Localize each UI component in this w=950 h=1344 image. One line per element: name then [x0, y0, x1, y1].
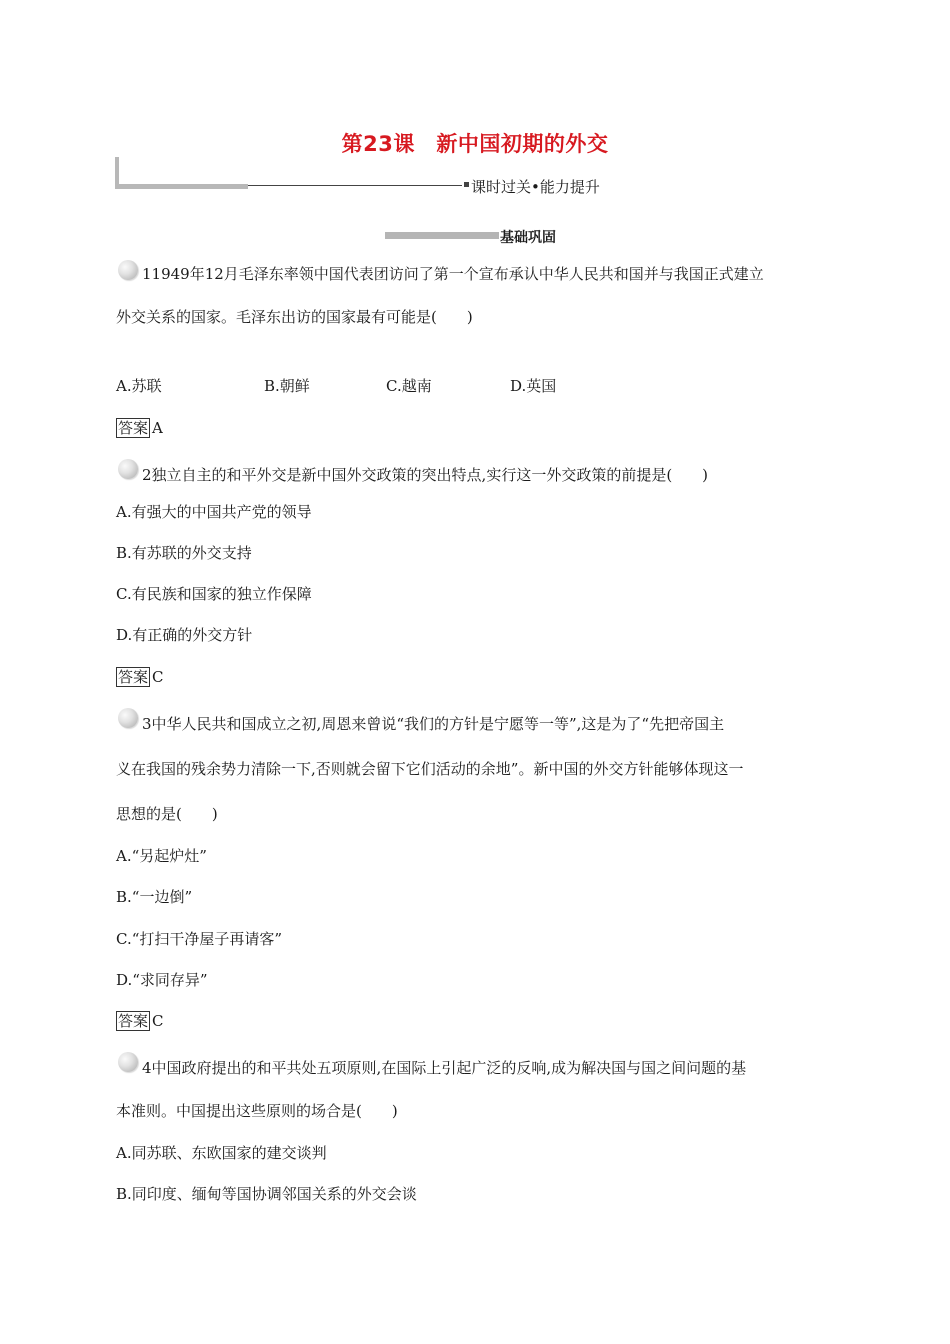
- header-rule-dot: [464, 182, 469, 187]
- q2-answer-value: C: [152, 668, 164, 686]
- q2-answer: [116, 667, 164, 687]
- header-bracket-bar: [115, 184, 248, 189]
- section-subtitle: 课时过关•能力提升: [471, 178, 600, 196]
- answer-tag: 答案: [118, 668, 149, 686]
- q2-option-a: A.有强大的中国共产党的领导: [116, 503, 312, 521]
- q3-line2: 义在我国的残余势力清除一下,否则就会留下它们活动的余地”。新中国的外交方针能够体现这一: [116, 760, 744, 778]
- q1-answer: [116, 418, 163, 438]
- answer-tag: 答案: [118, 1012, 149, 1030]
- question-bullet-icon: [118, 260, 138, 280]
- block-title: 基础巩固: [500, 230, 556, 246]
- q1-option-c: C.越南: [386, 377, 432, 395]
- q1-option-d: D.英国: [510, 377, 557, 395]
- q2-option-d: D.有正确的外交方针: [116, 626, 253, 644]
- page-title: 第23课 新中国初期的外交: [341, 132, 609, 156]
- q1-line2: 外交关系的国家。毛泽东出访的国家最有可能是( ): [116, 308, 473, 326]
- block-title-bar: [385, 232, 499, 239]
- q4-line1: 4中国政府提出的和平共处五项原则,在国际上引起广泛的反响,成为解决国与国之间问题的基: [142, 1059, 747, 1077]
- q2-option-b: B.有苏联的外交支持: [116, 544, 252, 562]
- answer-tag: 答案: [118, 419, 149, 437]
- q3-option-d: D.“求同存异”: [116, 971, 208, 989]
- q2-line1: 2独立自主的和平外交是新中国外交政策的突出特点,实行这一外交政策的前提是( ): [142, 466, 709, 484]
- q3-line3: 思想的是( ): [116, 805, 218, 823]
- question-bullet-icon: [118, 459, 138, 479]
- q4-option-a: A.同苏联、东欧国家的建交谈判: [116, 1144, 327, 1162]
- question-bullet-icon: [118, 1052, 138, 1072]
- q4-option-b: B.同印度、缅甸等国协调邻国关系的外交会谈: [116, 1185, 417, 1203]
- q1-option-a: A.苏联: [116, 377, 162, 395]
- q3-answer: [116, 1011, 164, 1031]
- question-bullet-icon: [118, 708, 138, 728]
- q3-option-b: B.“一边倒”: [116, 888, 193, 906]
- header-rule: [248, 185, 462, 186]
- q2-option-c: C.有民族和国家的独立作保障: [116, 585, 312, 603]
- q1-answer-value: A: [152, 419, 163, 437]
- q4-line2: 本准则。中国提出这些原则的场合是( ): [116, 1102, 398, 1120]
- q3-answer-value: C: [152, 1012, 164, 1030]
- q3-line1: 3中华人民共和国成立之初,周恩来曾说“我们的方针是宁愿等一等”,这是为了“先把帝国主: [142, 715, 725, 733]
- q3-option-a: A.“另起炉灶”: [116, 847, 207, 865]
- q3-option-c: C.“打扫干净屋子再请客”: [116, 930, 283, 948]
- q1-option-b: B.朝鲜: [264, 377, 310, 395]
- q1-line1: 11949年12月毛泽东率领中国代表团访问了第一个宣布承认中华人民共和国并与我国正式建立: [142, 265, 764, 283]
